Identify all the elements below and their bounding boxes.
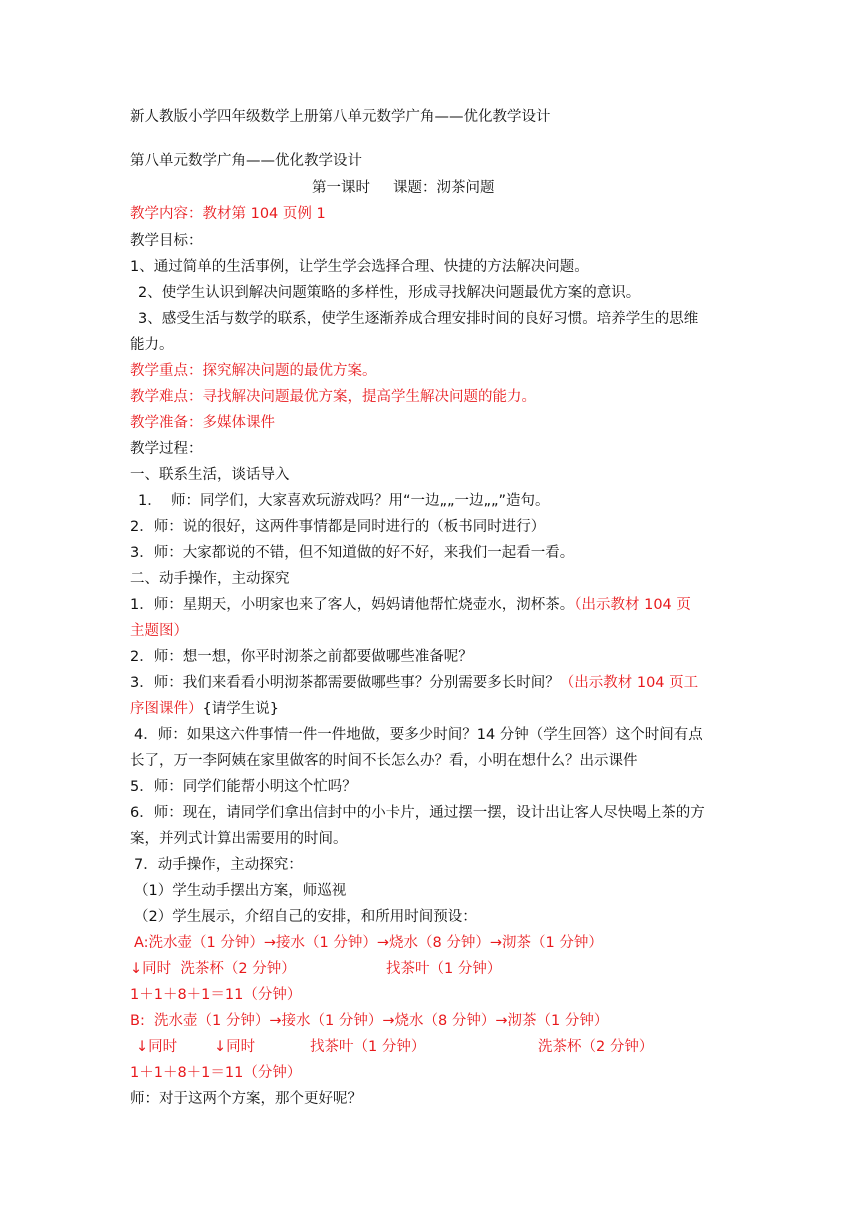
sub-item-2: （2）学生展示，介绍自己的安排，和所用时间预设： — [134, 909, 477, 925]
section-1-item-3: 3．师：大家都说的不错，但不知道做的好不好，来我们一起看一看。 — [130, 545, 575, 561]
plan-b-formula: 1＋1＋8＋1＝11（分钟） — [130, 1065, 302, 1081]
process-heading: 教学过程： — [130, 441, 203, 457]
teaching-content: 教学内容：教材第 104 页例 1 — [130, 206, 326, 222]
section-2-item-7: 7．动手操作，主动探究： — [134, 857, 303, 873]
item-3-student: {请学生说} — [202, 701, 279, 717]
section-1-item-1: 1． 师：同学们，大家喜欢玩游戏吗？用“一边„„一边„„”造句。 — [138, 493, 550, 509]
goal-3: 3、感受生活与数学的联系，使学生逐渐养成合理安排时间的良好习惯。培养学生的思维 — [138, 311, 699, 327]
section-2-item-2: 2．师：想一想，你平时沏茶之前都要做哪些准备呢？ — [130, 649, 473, 665]
goals-heading: 教学目标： — [130, 233, 203, 249]
plan-a-formula: 1＋1＋8＋1＝11（分钟） — [130, 987, 302, 1003]
section-2-item-6-cont: 案，并列式计算出需要用的时间。 — [130, 831, 348, 847]
section-2-item-4: 4．师：如果这六件事情一件一件地做，要多少时间？14 分钟（学生回答）这个时间有点 — [134, 727, 703, 743]
lesson-heading: 第一课时 课题：沏茶问题 — [312, 180, 495, 196]
closing-question: 师：对于这两个方案，那个更好呢？ — [130, 1091, 362, 1107]
sub-item-1: （1）学生动手摆出方案，师巡视 — [134, 883, 347, 899]
section-2-item-5: 5．师：同学们能帮小明这个忙吗？ — [130, 779, 357, 795]
section-2-heading: 二、动手操作，主动探究 — [130, 571, 290, 587]
section-2-item-6: 6．师：现在，请同学们拿出信封中的小卡片，通过摆一摆，设计出让客人尽快喝上茶的方 — [130, 805, 705, 821]
key-point: 教学重点：探究解决问题的最优方案。 — [130, 363, 377, 379]
section-2-item-4-cont: 长了，万一李阿姨在家里做客的时间不长怎么办？看，小明在想什么？出示课件 — [130, 753, 638, 769]
plan-b-parallel-3: 找茶叶（1 分钟） — [310, 1039, 426, 1055]
item-1-text: 1．师：星期天，小明家也来了客人，妈妈请他帮忙烧壶水，沏杯茶。 — [130, 597, 575, 613]
document-subtitle: 第八单元数学广角——优化教学设计 — [130, 153, 362, 169]
section-2-item-3-cont — [130, 699, 279, 719]
plan-a-parallel-1: ↓同时 洗茶杯（2 分钟） — [130, 961, 296, 977]
goal-1: 1、通过简单的生活事例，让学生学会选择合理、快捷的方法解决问题。 — [130, 259, 589, 275]
item-3-note-cont: 序图课件） — [130, 701, 203, 717]
section-1-heading: 一、联系生活，谈话导入 — [130, 467, 290, 483]
section-2-item-1 — [130, 595, 691, 615]
preparation: 教学准备：多媒体课件 — [130, 415, 275, 431]
plan-b-parallel-2: ↓同时 — [214, 1039, 256, 1055]
item-3-note: （出示教材 104 页工 — [559, 675, 699, 691]
section-2-item-1-cont: 主题图） — [130, 623, 188, 639]
plan-b-parallel-4: 洗茶杯（2 分钟） — [538, 1039, 654, 1055]
section-1-item-2: 2．师：说的很好，这两件事情都是同时进行的（板书同时进行） — [130, 519, 546, 535]
plan-b-parallel-1: ↓同时 — [136, 1039, 178, 1055]
section-2-item-3 — [130, 673, 698, 693]
goal-3-cont: 能力。 — [130, 337, 174, 353]
goal-2: 2、使学生认识到解决问题策略的多样性，形成寻找解决问题最优方案的意识。 — [138, 285, 641, 301]
plan-a-steps: A:洗水壶（1 分钟）→接水（1 分钟）→烧水（8 分钟）→沏茶（1 分钟） — [134, 935, 603, 951]
difficulty: 教学难点：寻找解决问题最优方案，提高学生解决问题的能力。 — [130, 389, 536, 405]
item-3-text: 3．师：我们来看看小明沏茶都需要做哪些事？分别需要多长时间？ — [130, 675, 560, 691]
document-title: 新人教版小学四年级数学上册第八单元数学广角——优化教学设计 — [130, 109, 551, 125]
plan-b-steps: B: 洗水壶（1 分钟）→接水（1 分钟）→烧水（8 分钟）→沏茶（1 分钟） — [130, 1013, 609, 1029]
plan-a-parallel-2: 找茶叶（1 分钟） — [386, 961, 502, 977]
item-1-note: （出示教材 104 页 — [574, 597, 691, 613]
